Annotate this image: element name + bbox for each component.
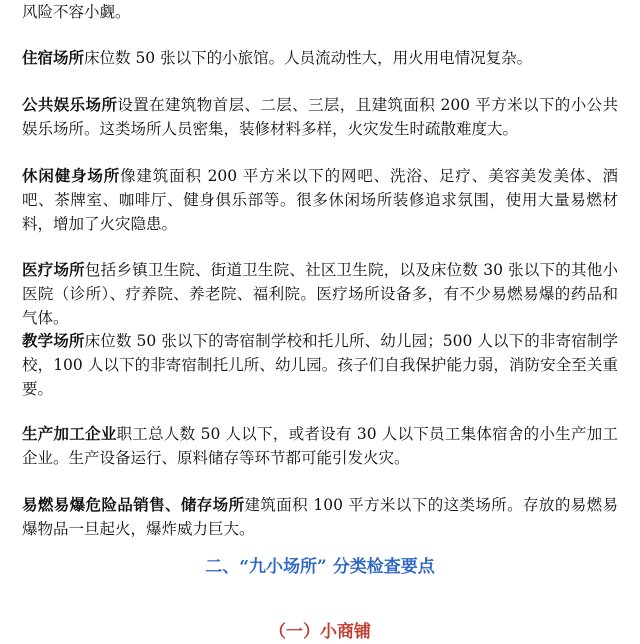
entry-term: 易燃易爆危险品销售、储存场所 xyxy=(22,495,245,514)
entry-text: 床位数 50 张以下的寄宿制学校和托儿所、幼儿园；500 人以下的非寄宿制学校，100 人以下的非寄宿制托儿所、幼儿园。孩子们自我保护能力弱，消防安全至关重要。 xyxy=(22,332,618,398)
entry-term: 休闲健身场所 xyxy=(22,166,121,185)
section-heading: 二、“九小场所” 分类检查要点 xyxy=(205,557,435,577)
entry-lodging xyxy=(22,46,618,70)
entry-text: 职工总人数 50 人以下，或者设有 30 人以下员工集体宿舍的小生产加工企业。生产设备运行、原料储存等环节都可能引发火灾。 xyxy=(22,425,618,467)
intro-tail xyxy=(22,0,618,24)
intro-tail-text: 风险不容小觑。 xyxy=(22,3,131,21)
entry-text: 像建筑面积 200 平方米以下的网吧、洗浴、足疗、美容美发美体、酒吧、茶牌室、咖啡厅、健身俱乐部等。很多休闲场所装修追求氛围，使用大量易燃材料，增加了火灾隐患。 xyxy=(22,167,618,233)
entry-text: 包括乡镇卫生院、街道卫生院、社区卫生院，以及床位数 30 张以下的其他小医院（诊所）、疗养院、养老院、福利院。医疗场所设备多，有不少易燃易爆的药品和气体。 xyxy=(22,261,618,327)
entry-text: 床位数 50 张以下的小旅馆。人员流动性大，用火用电情况复杂。 xyxy=(84,49,533,67)
entry-leisure xyxy=(22,164,618,236)
entry-term: 生产加工企业 xyxy=(22,424,117,443)
entry-entertainment xyxy=(22,93,618,141)
entry-text: 建筑面积 100 平方米以下的这类场所。存放的易燃易爆物品一旦起火，爆炸威力巨大。 xyxy=(22,496,618,538)
entry-term: 住宿场所 xyxy=(22,48,85,67)
entry-education xyxy=(22,329,618,401)
entry-term: 医疗场所 xyxy=(22,260,85,279)
entry-production xyxy=(22,422,618,470)
entry-medical xyxy=(22,258,618,330)
entry-hazardous xyxy=(22,493,618,541)
sub-heading: （一）小商铺 xyxy=(269,622,371,642)
entry-term: 教学场所 xyxy=(22,331,85,350)
entry-term: 公共娱乐场所 xyxy=(22,95,118,114)
entry-text: 设置在建筑物首层、二层、三层，且建筑面积 200 平方米以下的小公共娱乐场所。这类场所人员密集，装修材料多样，火灾发生时疏散难度大。 xyxy=(22,96,618,138)
